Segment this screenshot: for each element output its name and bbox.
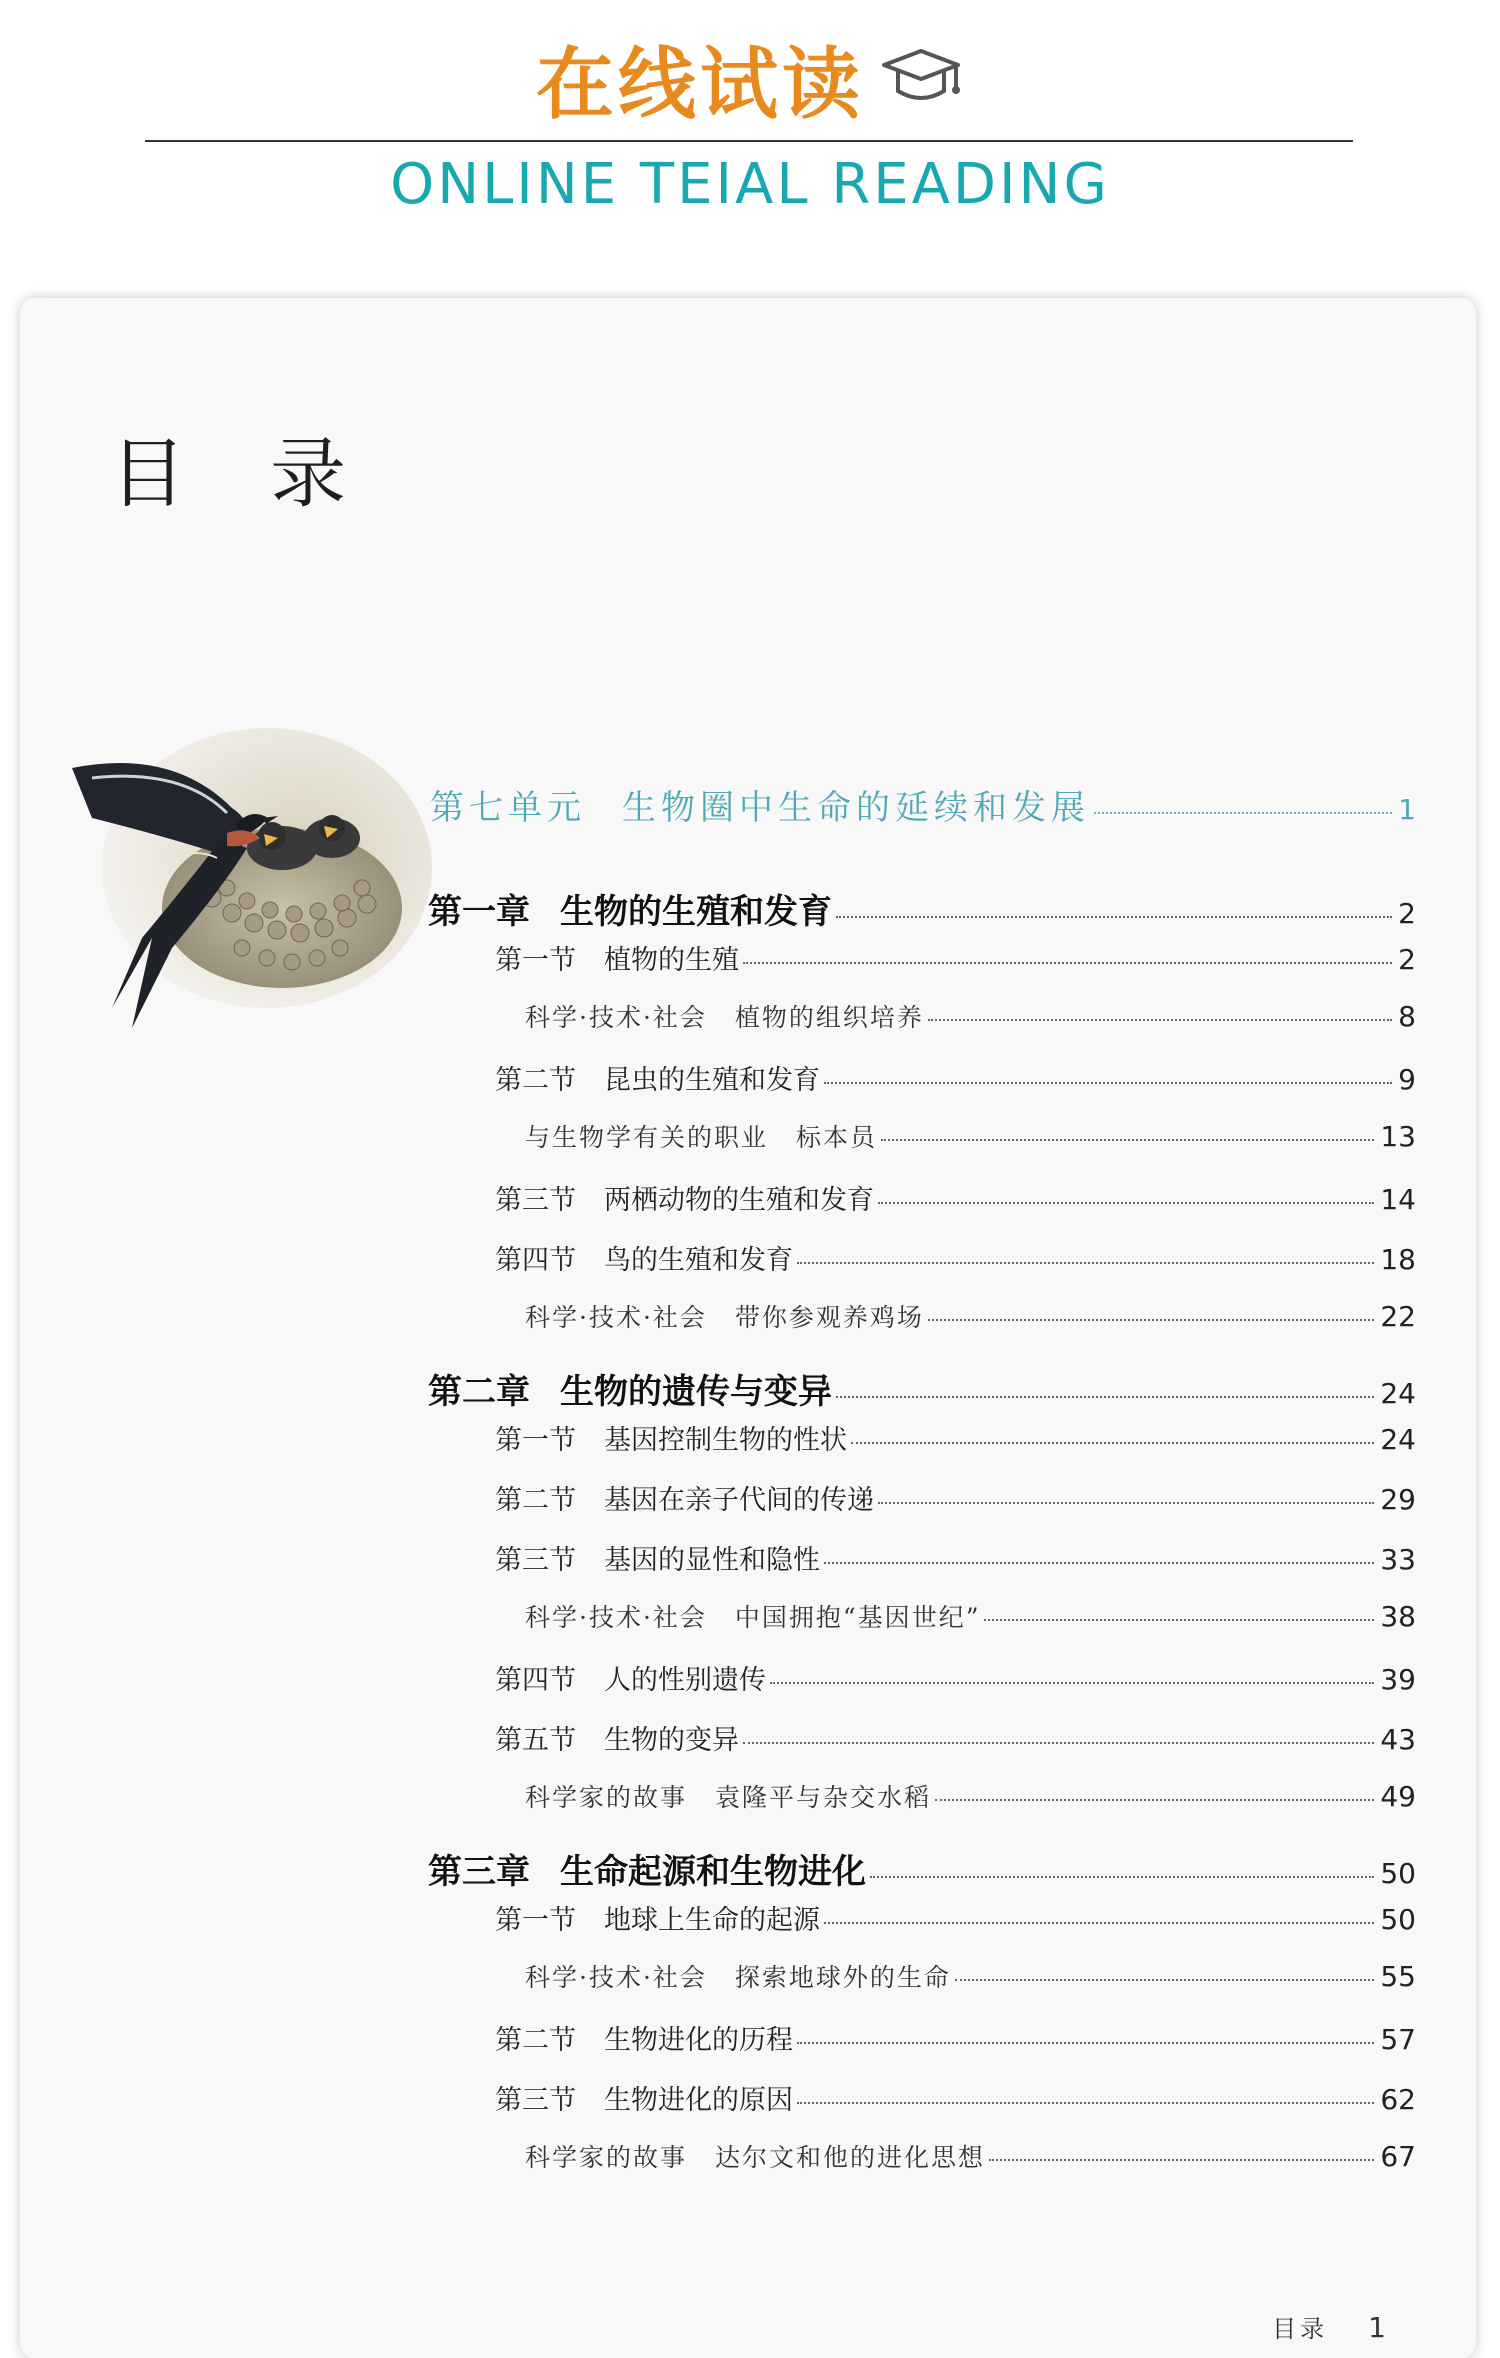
entry-page-number: 39 (1380, 1663, 1416, 1696)
entry-page-number: 29 (1380, 1483, 1416, 1516)
entry-page-number: 22 (1380, 1300, 1416, 1333)
dot-leader (984, 1619, 1374, 1621)
dot-leader (824, 1562, 1374, 1564)
dot-leader (935, 1799, 1374, 1801)
entry-label: 第一章 (428, 892, 530, 932)
entry-page-number: 8 (1398, 1000, 1416, 1033)
dot-leader (989, 2159, 1374, 2161)
entry-label: 第一节 (495, 1425, 576, 1456)
entry-label: 第二节 (495, 1065, 576, 1096)
entry-label: 第三节 (495, 1545, 576, 1576)
entry-page-number: 18 (1380, 1243, 1416, 1276)
entry-page-number: 57 (1380, 2023, 1416, 2056)
dot-leader (824, 1922, 1374, 1924)
entry-title: 探索地球外的生命 (734, 1963, 951, 1992)
entry-label: 科学·技术·社会 (525, 1303, 707, 1332)
graduation-cap-icon (878, 43, 964, 113)
entry-label: 第一节 (495, 1905, 576, 1936)
toc-feature-entry[interactable] (525, 1598, 1416, 1634)
entry-page-number: 24 (1380, 1377, 1416, 1410)
dot-leader (797, 2102, 1374, 2104)
toc-section-entry[interactable] (495, 1658, 1416, 1697)
entry-title: 植物的生殖 (604, 945, 739, 976)
dot-leader (797, 2042, 1374, 2044)
entry-title: 生物进化的原因 (604, 2085, 793, 2116)
entry-title: 生物的遗传与变异 (560, 1372, 832, 1412)
toc-section-entry[interactable] (495, 1898, 1416, 1937)
entry-label: 第三章 (428, 1852, 530, 1892)
entry-title: 昆虫的生殖和发育 (604, 1065, 820, 1096)
dot-leader (797, 1262, 1374, 1264)
entry-label: 科学·技术·社会 (525, 1963, 707, 1992)
dot-leader (743, 1742, 1374, 1744)
dot-leader (743, 962, 1392, 964)
dot-leader (928, 1019, 1392, 1021)
entry-title: 生命起源和生物进化 (560, 1852, 866, 1892)
entry-title: 基因在亲子代间的传递 (604, 1485, 874, 1516)
entry-title: 达尔文和他的进化思想 (715, 2143, 986, 2172)
entry-page-number: 50 (1380, 1903, 1416, 1936)
toc-feature-entry[interactable] (525, 1118, 1416, 1154)
entry-label: 第三节 (495, 2085, 576, 2116)
entry-page-number: 14 (1380, 1183, 1416, 1216)
dot-leader (955, 1979, 1374, 1981)
entry-label: 第二节 (495, 1485, 576, 1516)
toc-feature-entry[interactable] (525, 1958, 1416, 1994)
entry-title: 生物进化的历程 (604, 2025, 793, 2056)
entry-title: 带你参观养鸡场 (734, 1303, 924, 1332)
entry-title: 基因控制生物的性状 (604, 1425, 847, 1456)
toc-feature-entry[interactable] (525, 998, 1416, 1034)
toc-section-entry[interactable] (495, 1178, 1416, 1217)
entry-label: 与生物学有关的职业 (525, 1123, 769, 1152)
entry-page-number: 1 (1398, 793, 1416, 826)
dot-leader (878, 1502, 1374, 1504)
dot-leader (836, 1396, 1374, 1398)
dot-leader (851, 1442, 1374, 1444)
dot-leader (928, 1319, 1374, 1321)
toc-chapter-entry[interactable] (428, 1844, 1416, 1893)
header-title (0, 22, 1500, 134)
entry-page-number: 13 (1380, 1120, 1416, 1153)
entry-label: 第三节 (495, 1185, 576, 1216)
entry-title: 生物圈中生命的延续和发展 (622, 788, 1090, 828)
toc-section-entry[interactable] (495, 1718, 1416, 1757)
entry-label: 第二章 (428, 1372, 530, 1412)
header-subtitle: ONLINE TEIAL READING (390, 152, 1110, 217)
entry-title: 生物的生殖和发育 (560, 892, 832, 932)
entry-title: 地球上生命的起源 (604, 1905, 820, 1936)
footer-label: 目录 (1272, 2315, 1329, 2343)
entry-label: 科学家的故事 (525, 2143, 688, 2172)
page-footer (1272, 2309, 1386, 2344)
entry-page-number: 62 (1380, 2083, 1416, 2116)
entry-page-number: 55 (1380, 1960, 1416, 1993)
swallow-nest-illustration (32, 708, 432, 1058)
dot-leader (1094, 812, 1392, 814)
toc-section-entry[interactable] (495, 1538, 1416, 1577)
dot-leader (836, 916, 1392, 918)
entry-title: 植物的组织培养 (734, 1003, 924, 1032)
toc-section-entry[interactable] (495, 938, 1416, 977)
entry-title: 标本员 (796, 1123, 878, 1152)
entry-label: 第七单元 (430, 788, 586, 828)
header-divider (145, 140, 1353, 142)
toc-feature-entry[interactable] (525, 1298, 1416, 1334)
entry-page-number: 9 (1398, 1063, 1416, 1096)
footer-page-number: 1 (1368, 2311, 1386, 2344)
entry-page-number: 43 (1380, 1723, 1416, 1756)
entry-label: 科学家的故事 (525, 1783, 688, 1812)
toc-section-entry[interactable] (495, 1238, 1416, 1277)
entry-label: 科学·技术·社会 (525, 1003, 707, 1032)
book-page (20, 298, 1476, 2358)
entry-page-number: 67 (1380, 2140, 1416, 2173)
toc-unit-entry[interactable] (430, 780, 1416, 829)
toc-chapter-entry[interactable] (428, 1364, 1416, 1413)
entry-label: 第四节 (495, 1245, 576, 1276)
entry-page-number: 38 (1380, 1600, 1416, 1633)
entry-label: 第一节 (495, 945, 576, 976)
toc-section-entry[interactable] (495, 2018, 1416, 2057)
entry-page-number: 49 (1380, 1780, 1416, 1813)
entry-title: 生物的变异 (604, 1725, 739, 1756)
entry-page-number: 2 (1398, 943, 1416, 976)
entry-title: 两栖动物的生殖和发育 (604, 1185, 874, 1216)
header (0, 0, 1500, 290)
dot-leader (878, 1202, 1374, 1204)
dot-leader (881, 1139, 1374, 1141)
toc-section-entry[interactable] (495, 1418, 1416, 1457)
entry-page-number: 24 (1380, 1423, 1416, 1456)
toc-section-entry[interactable] (495, 2078, 1416, 2117)
entry-page-number: 2 (1398, 897, 1416, 930)
toc-title: 目 录 (110, 429, 347, 518)
dot-leader (824, 1082, 1392, 1084)
dot-leader (770, 1682, 1374, 1684)
toc-section-entry[interactable] (495, 1058, 1416, 1097)
entry-title: 鸟的生殖和发育 (604, 1245, 793, 1276)
toc-chapter-entry[interactable] (428, 884, 1416, 933)
entry-label: 第五节 (495, 1725, 576, 1756)
entry-title: 人的性别遗传 (604, 1665, 766, 1696)
entry-title: 袁隆平与杂交水稻 (715, 1783, 932, 1812)
entry-label: 科学·技术·社会 (525, 1603, 707, 1632)
toc-section-entry[interactable] (495, 1478, 1416, 1517)
entry-title: 中国拥抱“基因世纪” (734, 1603, 981, 1632)
entry-page-number: 33 (1380, 1543, 1416, 1576)
toc-feature-entry[interactable] (525, 2138, 1416, 2174)
entry-page-number: 50 (1380, 1857, 1416, 1890)
header-title-text: 在线试读 (535, 40, 864, 130)
toc-feature-entry[interactable] (525, 1778, 1416, 1814)
entry-label: 第四节 (495, 1665, 576, 1696)
dot-leader (870, 1876, 1374, 1878)
entry-title: 基因的显性和隐性 (604, 1545, 820, 1576)
entry-label: 第二节 (495, 2025, 576, 2056)
